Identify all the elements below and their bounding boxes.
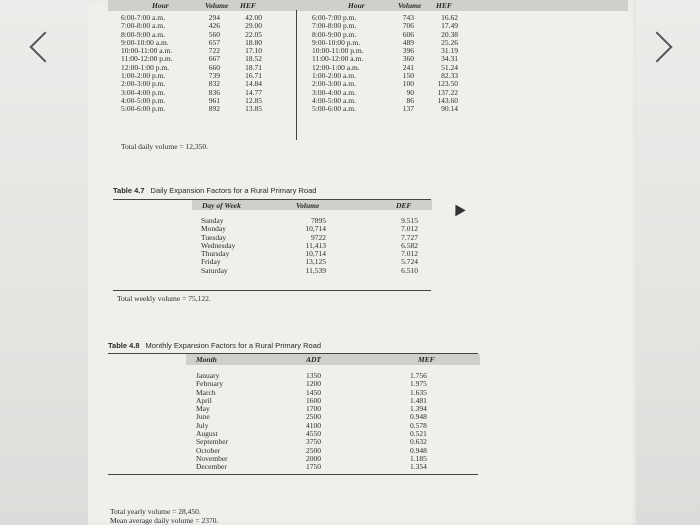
table-cell: 836 [208, 87, 220, 97]
table-cell: 1600 [306, 395, 321, 405]
table-cell: 18.71 [245, 62, 262, 72]
table-cell: Tuesday [201, 232, 227, 242]
table-cell: October [196, 445, 221, 455]
table-number: Table 4.7 [113, 186, 145, 195]
table-cell: 1:00-2:00 p.m. [121, 71, 166, 81]
table-cell: 667 [208, 54, 220, 64]
adt-column [306, 372, 321, 472]
right-volume-column [392, 14, 414, 114]
table-cell: 2500 [306, 412, 321, 422]
table-cell: September [196, 437, 229, 447]
table-cell: 2500 [306, 445, 321, 455]
table-cell: Monday [201, 224, 226, 234]
daily-volume-column [296, 217, 326, 275]
table-cell: 6:00-7:00 a.m. [121, 13, 165, 22]
table-cell: 9.515 [401, 216, 418, 225]
mef-column [410, 372, 427, 472]
table-cell: 1350 [306, 371, 321, 380]
table-cell: May [196, 404, 210, 414]
table-cell: 3:00-4:00 p.m. [121, 87, 166, 97]
table-cell: August [196, 429, 218, 439]
months-column [196, 372, 228, 472]
table-cell: March [196, 387, 216, 397]
table-cell: 17.10 [245, 46, 262, 56]
days-column [201, 217, 235, 275]
table-cell: 6.510 [401, 265, 418, 275]
table-cell: Sunday [201, 216, 224, 225]
table-cell: 143.60 [437, 95, 458, 105]
table-4-8-caption [108, 341, 321, 350]
table-cell: 18.80 [245, 37, 262, 47]
table-cell: 137 [402, 104, 414, 114]
table-cell: 7.727 [401, 232, 418, 242]
table-cell: 3:00-4:00 a.m. [312, 87, 356, 97]
table-cell: 137.22 [437, 87, 458, 97]
table-bottom-rule [108, 474, 478, 475]
right-hours-column [312, 14, 364, 114]
table-cell: 1750 [306, 462, 321, 472]
right-hef-column [426, 14, 458, 114]
table-cell: 4:00-5:00 a.m. [312, 95, 356, 105]
header-day-of-week: Day of Week [202, 201, 241, 210]
table-cell: 14.77 [245, 87, 262, 97]
table-cell: 82.33 [441, 71, 458, 81]
table-cell: 1450 [306, 387, 321, 397]
table-cell: 17.49 [441, 21, 458, 31]
table-cell: Friday [201, 257, 221, 267]
table-cell: 13.85 [245, 104, 262, 114]
table-cell: 22.05 [245, 29, 262, 39]
table-bottom-rule [113, 290, 431, 291]
table-cell: 10,714 [305, 224, 326, 234]
table-cell: 1:00-2:00 a.m. [312, 71, 356, 81]
table-cell: 1200 [306, 379, 321, 389]
table-cell: 8:00-9:00 a.m. [121, 29, 165, 39]
table-cell: 4550 [306, 429, 321, 439]
table-cell: 10:00-11:00 a.m. [121, 46, 173, 56]
table-cell: 42.00 [245, 13, 262, 22]
table-cell: 6.582 [401, 240, 418, 250]
table-cell: 5:00-6:00 p.m. [121, 104, 166, 114]
table-cell: 11,413 [305, 240, 326, 250]
table-cell: 739 [208, 71, 220, 81]
table-cell: 12.85 [245, 95, 262, 105]
table-cell: 6:00-7:00 p.m. [312, 13, 357, 22]
table-cell: December [196, 462, 227, 472]
table-cell: 832 [208, 79, 220, 89]
table-cell: 4100 [306, 420, 321, 430]
table-cell: 961 [208, 95, 220, 105]
table-cell: 0.948 [410, 445, 427, 455]
header-hour-left: Hour [152, 1, 169, 10]
table-cell: 25.26 [441, 37, 458, 47]
table-cell: 9722 [311, 232, 326, 242]
table-cell: 560 [208, 29, 220, 39]
table-cell: 9:00-10:00 a.m. [121, 37, 169, 47]
table-cell: 20.38 [441, 29, 458, 39]
header-mef: MEF [418, 355, 435, 364]
table-4-7-caption [113, 186, 316, 195]
table-cell: 396 [402, 46, 414, 56]
table-cell: 0.632 [410, 437, 427, 447]
table-cell: Saturday [201, 265, 228, 275]
table-cell: 1.975 [410, 379, 427, 389]
table-cell: February [196, 379, 224, 389]
table-cell: 11,539 [305, 265, 326, 275]
table-cell: 9:00-10:00 p.m. [312, 37, 361, 47]
table-cell: 1700 [306, 404, 321, 414]
table-cell: 241 [402, 62, 414, 72]
table-cell: 86 [406, 95, 414, 105]
table-cell: January [196, 371, 220, 380]
table-cell: 7:00-8:00 p.m. [312, 21, 357, 31]
table-cell: 51.24 [441, 62, 458, 72]
table-cell: 90.14 [441, 104, 458, 114]
table-cell: Wednesday [201, 240, 236, 250]
table-cell: 29.00 [245, 21, 262, 31]
table-cell: 1.394 [410, 404, 427, 414]
table-cell: 7.012 [401, 224, 418, 234]
header-hef-left: HEF [240, 1, 256, 10]
header-hef-right: HEF [436, 1, 452, 10]
table-cell: 706 [402, 21, 414, 31]
table-title: Monthly Expansion Factors for a Rural Primary Road [145, 341, 322, 350]
left-volume-column [196, 14, 220, 114]
left-hours-column [121, 14, 173, 114]
table-cell: 3750 [306, 437, 321, 447]
hourly-header-bar [108, 0, 628, 11]
header-def: DEF [396, 201, 412, 210]
table-cell: 10,714 [305, 249, 326, 259]
table-number: Table 4.8 [108, 341, 140, 350]
table-cell: 426 [208, 21, 220, 31]
left-hef-column [234, 14, 262, 114]
table-cell: April [196, 395, 212, 405]
header-volume-right: Volume [398, 1, 422, 10]
table-cell: 8:00-9:00 p.m. [312, 29, 357, 39]
table-cell: 5.724 [401, 257, 418, 267]
table-cell: 0.948 [410, 412, 427, 422]
table-cell: 1.354 [410, 462, 427, 472]
table-cell: 489 [402, 37, 414, 47]
def-column [390, 217, 418, 275]
header-volume-left: Volume [205, 1, 229, 10]
table-cell: 16.71 [245, 71, 262, 81]
header-adt: ADT [306, 355, 321, 364]
table-cell: 0.521 [410, 429, 427, 439]
table-cell: 12:00-1:00 p.m. [121, 62, 170, 72]
column-divider [296, 10, 297, 140]
table-cell: 12:00-1:00 a.m. [312, 62, 360, 72]
table-cell: 7:00-8:00 a.m. [121, 21, 165, 31]
total-daily-volume: Total daily volume = 12,350. [121, 142, 209, 151]
table-cell: 2:00-3:00 a.m. [312, 79, 356, 89]
mean-average-daily-volume: Mean average daily volume = 2370. [110, 516, 219, 525]
table-cell: 1.481 [410, 395, 427, 405]
header-month: Month [196, 355, 217, 364]
table-cell: 2:00-3:00 p.m. [121, 79, 166, 89]
table-cell: June [196, 412, 210, 422]
table-cell: 18.52 [245, 54, 262, 64]
table-cell: 11:00-12:00 a.m. [312, 54, 364, 64]
table-cell: 4:00-5:00 p.m. [121, 95, 166, 105]
table-cell: Thursday [201, 249, 230, 259]
table-cell: 100 [402, 79, 414, 89]
table-cell: 722 [208, 46, 220, 56]
table-cell: 11:00-12:00 p.m. [121, 54, 173, 64]
table-cell: 657 [208, 37, 220, 47]
table-cell: 150 [402, 71, 414, 81]
table-cell: 14.84 [245, 79, 262, 89]
table-cell: 1.635 [410, 387, 427, 397]
header-hour-right: Hour [348, 1, 365, 10]
table-header-bar [186, 354, 480, 365]
table-title: Daily Expansion Factors for a Rural Primary Road [150, 186, 317, 195]
table-cell: 1.756 [410, 371, 427, 380]
table-cell: 743 [402, 13, 414, 22]
table-cell: 2000 [306, 453, 321, 463]
table-cell: 90 [406, 87, 414, 97]
table-cell: November [196, 453, 228, 463]
table-cell: 7895 [311, 216, 326, 225]
table-cell: 31.19 [441, 46, 458, 56]
table-cell: 7.012 [401, 249, 418, 259]
table-cell: 1.185 [410, 453, 427, 463]
table-cell: 892 [208, 104, 220, 114]
table-cell: 294 [208, 13, 220, 22]
table-cell: 13,125 [305, 257, 326, 267]
total-yearly-volume: Total yearly volume = 28,450. [110, 507, 201, 516]
table-cell: July [196, 420, 209, 430]
table-cell: 123.50 [437, 79, 458, 89]
table-cell: 360 [402, 54, 414, 64]
table-cell: 606 [402, 29, 414, 39]
table-cell: 0.578 [410, 420, 427, 430]
table-cell: 660 [208, 62, 220, 72]
header-volume: Volume [296, 201, 320, 210]
table-cell: 5:00-6:00 a.m. [312, 104, 356, 114]
table-cell: 34.31 [441, 54, 458, 64]
total-weekly-volume: Total weekly volume = 75,122. [117, 294, 211, 303]
table-cell: 16.62 [441, 13, 458, 22]
table-cell: 10:00-11:00 p.m. [312, 46, 364, 56]
